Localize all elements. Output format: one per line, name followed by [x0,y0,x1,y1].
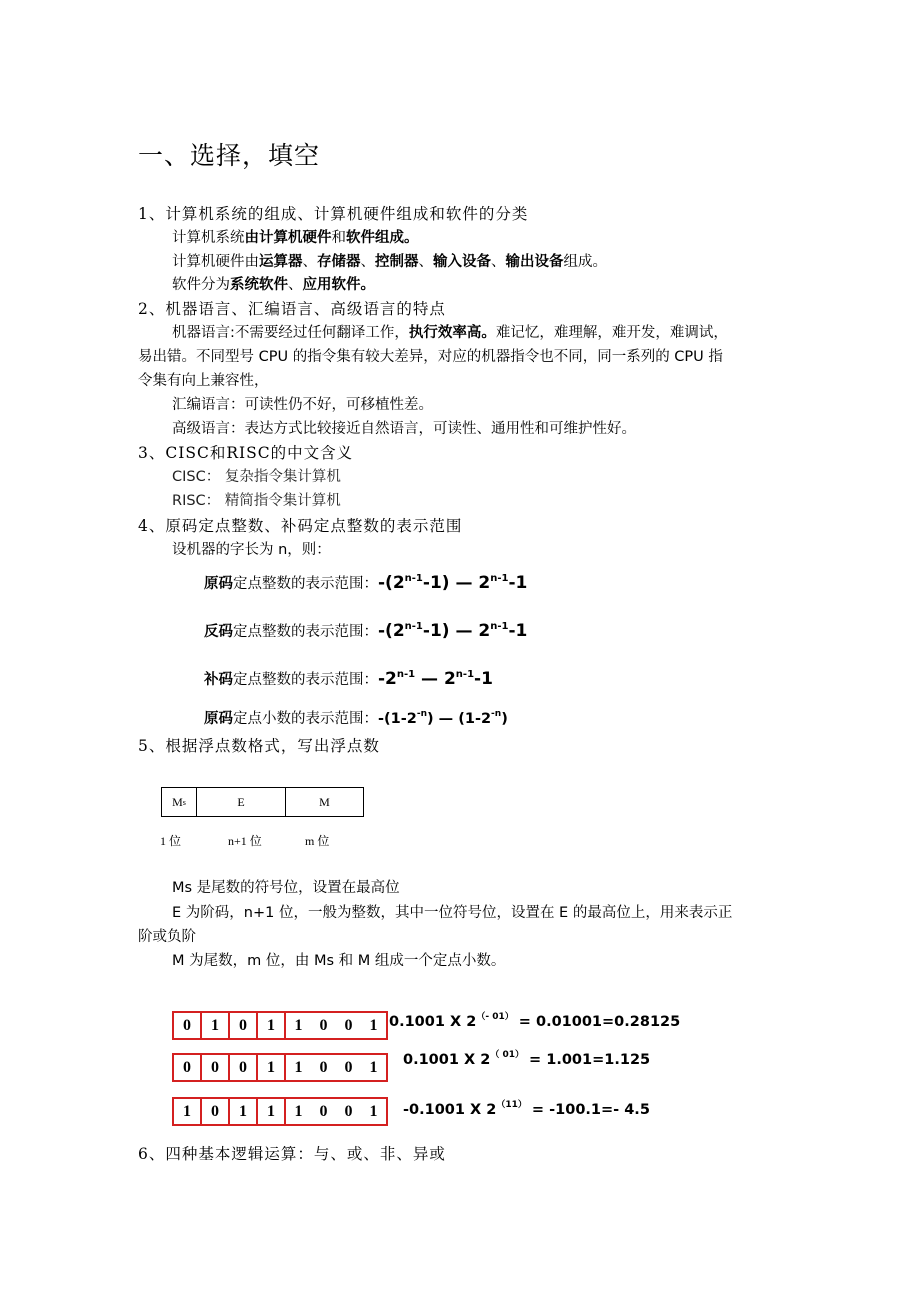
bit-cell: 1 [228,1099,256,1124]
bit-group-low [284,1011,388,1040]
page-title: 一、选择，填空 [138,141,321,170]
bit-group-high [172,1053,286,1082]
bit-row-1 [172,1011,388,1040]
q1-l3-t2: 、 [288,277,303,293]
q4-r4-s2: -n [491,709,502,719]
fmt-e-text: E [237,794,245,809]
q4-r1-kind: 原码 [204,576,233,592]
eq2-b: = 1.001=1.125 [524,1052,651,1068]
fmt-ms-text: M [172,794,183,809]
q2-heading: 2、机器语言、汇编语言、高级语言的特点 [138,300,446,318]
q4-heading: 4、原码定点整数、补码定点整数的表示范围 [138,517,463,535]
bit-cell: 0 [344,1016,353,1034]
q1-l2-t2: 、 [302,254,317,270]
q2-l1a: 机器语言:不需要经过任何翻译工作， [172,325,409,341]
q1-l2-t10: 组成。 [563,254,607,270]
q4-r2-s1: n-1 [404,621,423,632]
bit-cell: 0 [228,1013,256,1038]
q5-desc-1: Ms 是尾数的符号位，设置在最高位 [172,880,400,896]
bit-cell: 1 [294,1058,303,1076]
q4-range-1 [204,572,527,593]
q1-l2-t6: 、 [418,254,433,270]
eq1-b: = 0.01001=0.28125 [513,1014,681,1030]
q1-l2-t9: 输出设备 [505,254,564,270]
bit-cell: 1 [294,1016,303,1034]
bit-cell: 0 [200,1055,228,1080]
q2-line-4: 汇编语言：可读性仍不好，可移植性差。 [172,397,433,413]
q4-r3-a: -2 [378,669,397,689]
q4-r1-s2: n-1 [490,573,509,584]
q1-l2-t0: 计算机硬件由 [172,254,259,270]
q4-r4-kind: 原码 [204,711,233,727]
bit-cell: 1 [256,1013,284,1038]
q4-r2-label: 定点整数的表示范围： [233,624,378,640]
bit-cell: 1 [183,1102,191,1120]
bit-cell: 1 [256,1055,284,1080]
q2-l1c: 难记忆，难理解，难开发，难调试， [495,325,728,341]
q4-r3-c: -1 [474,669,493,689]
eq3-b: = -100.1=- 4.5 [526,1102,650,1118]
q5-heading: 5、根据浮点数格式，写出浮点数 [138,737,380,755]
q1-line-3 [172,273,375,294]
q1-l2-t4: 、 [360,254,375,270]
fmt-label-2: n+1 位 [228,834,262,848]
q1-line-1 [172,226,419,247]
eq1-sup: （- 01） [476,1012,514,1022]
q4-range-3 [204,668,493,689]
bit-cell: 0 [319,1102,328,1120]
bit-row-3 [172,1097,388,1126]
eq2-a: 0.1001 X 2 [403,1052,491,1068]
q1-l3-t1: 系统软件 [230,277,288,293]
fmt-m-text: M [319,794,330,809]
q3-risc: RISC： 精简指令集计算机 [172,493,341,509]
q1-l2-t1: 运算器 [259,254,303,270]
eq3-sup: （11） [496,1100,527,1110]
bit-cell: 1 [369,1016,378,1034]
bit-cell: 0 [319,1058,328,1076]
bit-row-2-equation [403,1052,650,1068]
q4-r1-a: -(2 [378,573,405,593]
q2-line-5: 高级语言：表达方式比较接近自然语言，可读性、通用性和可维护性好。 [172,421,636,437]
fmt-label-1: 1 位 [160,834,182,848]
q4-r2-a: -(2 [378,621,405,641]
q2-line-1 [172,321,728,342]
q1-l1-t1: 由计算机硬件 [244,230,332,246]
fmt-cell-e [197,788,286,816]
q4-range-4 [204,707,508,728]
eq2-sup: （ 01） [490,1050,524,1060]
q5-desc-2a: E 为阶码，n+1 位，一般为整数，其中一位符号位，设置在 E 的最高位上，用来表示正 [172,905,733,921]
q4-r2-kind: 反码 [204,624,233,640]
q4-r3-b: — 2 [415,669,456,689]
bit-cell: 1 [200,1013,228,1038]
q2-l1b: 执行效率高。 [408,325,496,341]
bit-cell: 1 [294,1102,303,1120]
float-format-diagram [161,787,364,817]
q1-heading: 1、计算机系统的组成、计算机硬件组成和软件的分类 [138,205,529,223]
q1-l1-t0: 计算机系统 [172,230,245,246]
bit-cell: 0 [228,1055,256,1080]
q4-range-2 [204,620,527,641]
q2-line-2: 易出错。不同型号 CPU 的指令集有较大差异，对应的机器指令也不同，同一系列的 CPU 指 [138,349,723,365]
bit-group-low [284,1097,388,1126]
q4-r1-label: 定点整数的表示范围： [233,576,378,592]
bit-cell: 0 [183,1016,191,1034]
q4-intro: 设机器的字长为 n，则： [172,542,331,558]
q1-l3-t3: 应用软件。 [302,277,375,293]
bit-cell: 0 [200,1099,228,1124]
q4-r4-s1: -n [416,709,427,719]
bit-cell: 0 [183,1058,191,1076]
q4-r1-s1: n-1 [404,573,423,584]
q4-r3-s2: n-1 [455,669,475,680]
bit-cell: 0 [344,1058,353,1076]
q4-r2-c: -1 [508,621,528,641]
q1-line-2 [172,250,607,271]
q4-r2-s2: n-1 [490,621,509,632]
q4-r2-b: -1) — 2 [422,621,491,641]
q3-heading: 3、CISC和RISC的中文含义 [138,444,354,462]
bit-cell: 1 [256,1099,284,1124]
q6-heading: 6、四种基本逻辑运算：与、或、非、异或 [138,1145,446,1163]
fmt-ms-sub: s [182,797,186,807]
bit-group-low [284,1053,388,1082]
q1-l2-t5: 控制器 [375,254,419,270]
q4-r3-kind: 补码 [204,672,233,688]
q4-r4-c: ) [501,711,508,727]
q4-r1-c: -1 [508,573,528,593]
bit-group-high [172,1011,286,1040]
bit-cell: 1 [369,1102,378,1120]
q4-r1-b: -1) — 2 [422,573,491,593]
q4-r4-a: -(1-2 [378,711,417,727]
fmt-label-3: m 位 [305,834,330,848]
eq3-a: -0.1001 X 2 [403,1102,497,1118]
fmt-cell-ms [162,788,197,816]
q1-l2-t3: 存储器 [317,254,361,270]
q1-l1-t3: 软件组成。 [346,230,419,246]
q2-line-3: 令集有向上兼容性， [138,373,269,389]
q4-r3-s1: n-1 [396,669,416,680]
q1-l2-t8: 、 [491,254,506,270]
fmt-cell-m [286,788,363,816]
q1-l3-t0: 软件分为 [172,277,230,293]
q5-desc-3: M 为尾数，m 位，由 Ms 和 M 组成一个定点小数。 [172,953,506,969]
bit-cell: 1 [369,1058,378,1076]
bit-group-high [172,1097,286,1126]
bit-row-1-equation [389,1014,680,1030]
q1-l1-t2: 和 [331,230,346,246]
q1-l2-t7: 输入设备 [433,254,491,270]
bit-row-3-equation [403,1102,650,1118]
q4-r4-label: 定点小数的表示范围： [233,711,378,727]
eq1-a: 0.1001 X 2 [389,1014,477,1030]
q4-r3-label: 定点整数的表示范围： [233,672,378,688]
q4-r4-b: ) — (1-2 [427,711,492,727]
q5-desc-2b: 阶或负阶 [138,929,196,945]
bit-row-2 [172,1053,388,1082]
bit-cell: 0 [319,1016,328,1034]
q3-cisc: CISC： 复杂指令集计算机 [172,469,341,485]
bit-cell: 0 [344,1102,353,1120]
